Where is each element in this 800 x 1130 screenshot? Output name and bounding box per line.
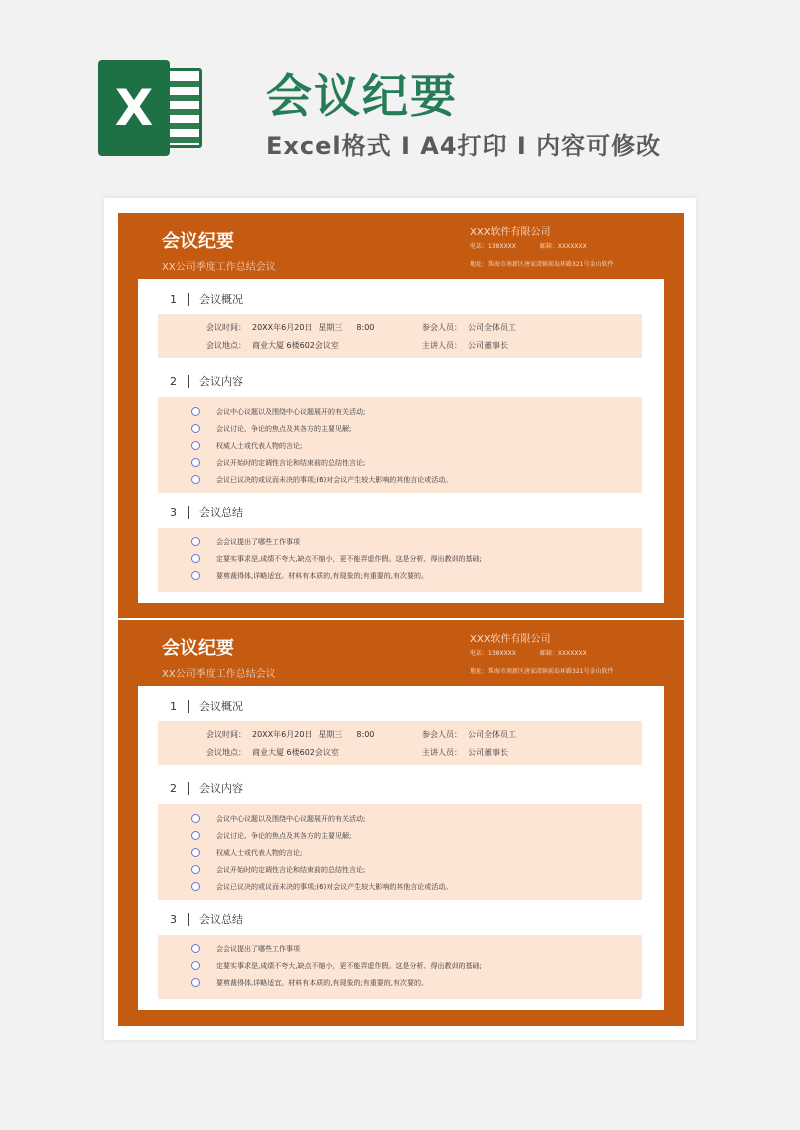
list-item <box>158 862 642 879</box>
list-item-text: 会议已议决的或议而未决的事项;(6)对会议产生较大影响的其他言论或活动。 <box>216 883 453 891</box>
list-item <box>158 828 642 845</box>
company-name: XXX软件有限公司 <box>470 634 551 645</box>
bullet-circle-icon <box>191 407 200 416</box>
bullet-circle-icon <box>191 865 200 874</box>
bullet-circle-icon <box>191 961 200 970</box>
section-number: 3 <box>170 912 177 926</box>
list-item-text: 会议开始时的定调性言论和结束前的总结性言论; <box>216 459 366 467</box>
time-label: 会议时间： <box>206 323 246 332</box>
list-item-text: 定要实事求是,成绩不夸大,缺点不缩小，更不能弄虚作假。这是分析、得出教训的基础; <box>216 555 482 563</box>
info-speaker-row <box>422 340 508 351</box>
bullet-circle-icon <box>191 814 200 823</box>
list-item-text: 要剪裁得体,详略适宜。材料有本质的,有现象的;有重要的,有次要的。 <box>216 979 429 987</box>
overview-panel <box>158 721 642 765</box>
section-number: 1 <box>170 292 177 306</box>
excel-logo-letter: X <box>98 60 170 156</box>
info-place-row <box>206 340 339 351</box>
section-number: 3 <box>170 505 177 519</box>
list-item <box>158 404 642 421</box>
bullet-circle-icon <box>191 537 200 546</box>
sheet-body <box>138 279 664 603</box>
banner-subtitle: Excel格式 I A4打印 I 内容可修改 <box>266 132 662 160</box>
list-item-text: 定要实事求是,成绩不夸大,缺点不缩小，更不能弄虚作假。这是分析、得出教训的基础; <box>216 962 482 970</box>
list-item <box>158 811 642 828</box>
list-item <box>158 845 642 862</box>
info-attendees-row <box>422 322 516 333</box>
list-item <box>158 421 642 438</box>
list-item <box>158 551 642 568</box>
section-label: 会议内容 <box>199 782 243 795</box>
list-item-text: 会议讨论、争论的焦点及其各方的主要见解; <box>216 425 352 433</box>
summary-panel <box>158 935 642 999</box>
list-item <box>158 534 642 551</box>
sheet-title: 会议纪要 <box>162 638 234 659</box>
attendees-value: 公司全体员工 <box>468 730 516 739</box>
section-overview-head <box>170 698 243 714</box>
email: 邮箱：XXXXXXX <box>539 650 587 657</box>
speaker-value: 公司董事长 <box>468 748 508 757</box>
email: 邮箱：XXXXXXX <box>539 243 587 250</box>
section-divider <box>188 293 189 306</box>
bullet-circle-icon <box>191 848 200 857</box>
weekday-value: 星期三 <box>318 323 343 332</box>
list-item <box>158 975 642 992</box>
sheet-title: 会议纪要 <box>162 231 234 252</box>
attendees-label: 参会人员： <box>422 323 462 332</box>
section-divider <box>188 782 189 795</box>
phone: 电话：138XXXX <box>470 243 516 250</box>
banner-title: 会议纪要 <box>266 69 458 123</box>
bullet-circle-icon <box>191 458 200 467</box>
contact-line <box>470 241 587 250</box>
bullet-circle-icon <box>191 475 200 484</box>
template-banner <box>0 0 800 190</box>
info-time-row <box>206 729 374 740</box>
speaker-label: 主讲人员： <box>422 341 462 350</box>
info-place-row <box>206 747 339 758</box>
list-item-text: 会会议提出了哪些工作事项 <box>216 538 300 546</box>
meeting-sheet-1 <box>118 213 684 618</box>
section-number: 1 <box>170 699 177 713</box>
weekday-value: 星期三 <box>318 730 343 739</box>
place-value: 商业大厦 6楼602会议室 <box>252 341 339 350</box>
sheet-body <box>138 686 664 1010</box>
section-divider <box>188 913 189 926</box>
list-item-text: 会议中心议题以及围绕中心议题展开的有关活动; <box>216 408 366 416</box>
place-value: 商业大厦 6楼602会议室 <box>252 748 339 757</box>
info-time-row <box>206 322 374 333</box>
contact-line <box>470 648 587 657</box>
info-speaker-row <box>422 747 508 758</box>
section-label: 会议概况 <box>199 293 243 306</box>
list-item-text: 会会议提出了哪些工作事项 <box>216 945 300 953</box>
meeting-sheet-2 <box>118 620 684 1026</box>
clock-value: 8:00 <box>356 323 375 332</box>
list-item <box>158 472 642 489</box>
list-item <box>158 455 642 472</box>
place-label: 会议地点： <box>206 341 246 350</box>
content-panel <box>158 804 642 900</box>
attendees-value: 公司全体员工 <box>468 323 516 332</box>
section-divider <box>188 375 189 388</box>
list-item-text: 会议开始时的定调性言论和结束前的总结性言论; <box>216 866 366 874</box>
speaker-label: 主讲人员： <box>422 748 462 757</box>
bullet-circle-icon <box>191 554 200 563</box>
place-label: 会议地点： <box>206 748 246 757</box>
section-label: 会议总结 <box>199 913 243 926</box>
address: 地址：珠海市南新区唐家湾镇前岛环路321号金山软件 <box>470 668 614 675</box>
list-item-text: 权威人士或代表人物的言论; <box>216 442 303 450</box>
time-value: 20XX年6月20日 <box>252 323 313 332</box>
info-attendees-row <box>422 729 516 740</box>
sheet-subtitle: XX公司季度工作总结会议 <box>162 669 276 680</box>
bullet-circle-icon <box>191 441 200 450</box>
bullet-circle-icon <box>191 831 200 840</box>
section-summary-head <box>170 504 243 520</box>
list-item <box>158 958 642 975</box>
company-name: XXX软件有限公司 <box>470 227 551 238</box>
sheet-subtitle: XX公司季度工作总结会议 <box>162 262 276 273</box>
time-value: 20XX年6月20日 <box>252 730 313 739</box>
list-item <box>158 438 642 455</box>
speaker-value: 公司董事长 <box>468 341 508 350</box>
section-number: 2 <box>170 374 177 388</box>
section-label: 会议总结 <box>199 506 243 519</box>
list-item-text: 会议已议决的或议而未决的事项;(6)对会议产生较大影响的其他言论或活动。 <box>216 476 453 484</box>
section-number: 2 <box>170 781 177 795</box>
overview-panel <box>158 314 642 358</box>
section-label: 会议内容 <box>199 375 243 388</box>
phone: 电话：138XXXX <box>470 650 516 657</box>
section-divider <box>188 506 189 519</box>
list-item <box>158 941 642 958</box>
section-content-head <box>170 373 243 389</box>
bullet-circle-icon <box>191 424 200 433</box>
bullet-circle-icon <box>191 882 200 891</box>
list-item-text: 权威人士或代表人物的言论; <box>216 849 303 857</box>
clock-value: 8:00 <box>356 730 375 739</box>
section-label: 会议概况 <box>199 700 243 713</box>
excel-logo-icon <box>98 60 202 156</box>
bullet-circle-icon <box>191 944 200 953</box>
time-label: 会议时间： <box>206 730 246 739</box>
section-divider <box>188 700 189 713</box>
summary-panel <box>158 528 642 592</box>
section-overview-head <box>170 291 243 307</box>
list-item <box>158 879 642 896</box>
content-panel <box>158 397 642 493</box>
address: 地址：珠海市南新区唐家湾镇前岛环路321号金山软件 <box>470 261 614 268</box>
list-item <box>158 568 642 585</box>
bullet-circle-icon <box>191 571 200 580</box>
list-item-text: 会议讨论、争论的焦点及其各方的主要见解; <box>216 832 352 840</box>
list-item-text: 要剪裁得体,详略适宜。材料有本质的,有现象的;有重要的,有次要的。 <box>216 572 429 580</box>
list-item-text: 会议中心议题以及围绕中心议题展开的有关活动; <box>216 815 366 823</box>
bullet-circle-icon <box>191 978 200 987</box>
section-content-head <box>170 780 243 796</box>
section-summary-head <box>170 911 243 927</box>
attendees-label: 参会人员： <box>422 730 462 739</box>
